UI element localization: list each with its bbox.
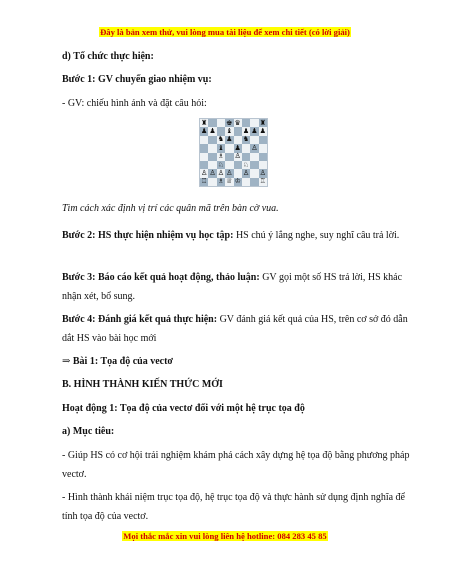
chess-square xyxy=(217,119,225,127)
chess-square xyxy=(208,153,216,161)
step2-label: Bước 2: HS thực hiện nhiệm vụ học tập: xyxy=(62,230,234,241)
chess-square: ♙ xyxy=(234,152,241,161)
hotline-banner xyxy=(0,531,450,541)
chess-square: ♖ xyxy=(201,177,208,186)
chessboard-image xyxy=(199,118,268,187)
step2-text: HS chú ý lắng nghe, suy nghĩ câu trả lời. xyxy=(233,230,400,241)
chess-square: ♖ xyxy=(259,177,266,186)
step3-paragraph xyxy=(62,268,414,306)
section-a-heading: a) Mục tiêu: xyxy=(62,426,115,437)
chess-square xyxy=(234,161,242,169)
implies-arrow-icon: ⇒ xyxy=(62,356,71,367)
goal2-text: - Hình thành khái niệm trục tọa độ, hệ trục tọa độ và thực hành sử dụng định nghĩa để tính tọa độ của vectơ. xyxy=(62,492,405,522)
chess-square xyxy=(200,144,208,152)
chess-square xyxy=(208,161,216,169)
step1-detail: - GV: chiếu hình ảnh và đặt câu hỏi: xyxy=(62,98,207,109)
chess-square xyxy=(242,178,250,186)
chess-square: ♙ xyxy=(226,168,233,177)
chess-square: ♙ xyxy=(217,168,225,177)
chess-square: ♙ xyxy=(242,168,250,177)
chess-square: ♘ xyxy=(242,160,250,169)
chess-square: ♟ xyxy=(259,127,266,136)
chess-square: ♟ xyxy=(209,127,216,136)
chess-square: ♟ xyxy=(251,127,258,136)
chess-square xyxy=(242,144,250,152)
chess-square: ♝ xyxy=(217,143,225,152)
chess-square: ♛ xyxy=(234,118,241,127)
chess-square xyxy=(208,178,216,186)
preview-banner-text: Đây là bản xem thử, vui lòng mua tài liệu để xem chi tiết (có lời giải) xyxy=(100,27,350,37)
chess-square xyxy=(259,144,267,152)
chess-square: ♗ xyxy=(217,177,225,186)
hotline-banner-text: Mọi thắc mắc xin vui lòng liên hệ hotline: 084 283 45 85 xyxy=(123,531,327,541)
lesson-line xyxy=(62,352,414,371)
chess-square: ♙ xyxy=(259,168,266,177)
step4-text: GV đánh giá kết quả của HS, trên cơ sở đó dẫn dắt HS vào bài học mới xyxy=(62,314,408,344)
chess-square: ♙ xyxy=(251,143,258,152)
chess-square xyxy=(208,144,216,152)
chess-square xyxy=(200,153,208,161)
question-text: Tìm cách xác định vị trí các quân mã trên bàn cờ vua. xyxy=(62,203,279,214)
chess-square xyxy=(234,127,242,135)
preview-banner xyxy=(0,27,450,37)
chess-square xyxy=(225,144,233,152)
step4-paragraph xyxy=(62,310,414,348)
chess-square xyxy=(225,153,233,161)
chess-square: ♟ xyxy=(234,143,241,152)
section-b-heading: B. HÌNH THÀNH KIẾN THỨC MỚI xyxy=(62,379,223,390)
chess-square: ♝ xyxy=(226,127,233,136)
chess-square xyxy=(234,136,242,144)
chess-square xyxy=(200,161,208,169)
chess-square: ♙ xyxy=(209,168,216,177)
chess-square: ♜ xyxy=(259,118,266,127)
chess-square xyxy=(259,153,267,161)
chess-square: ♟ xyxy=(201,127,208,136)
chess-square: ♟ xyxy=(242,127,250,136)
chess-square: ♟ xyxy=(226,135,233,144)
chess-square xyxy=(208,136,216,144)
chess-square xyxy=(259,136,267,144)
chess-square: ♞ xyxy=(242,135,250,144)
chess-square xyxy=(259,161,267,169)
chess-square xyxy=(200,136,208,144)
lesson-title: Bài 1: Tọa độ của vectơ xyxy=(72,356,173,367)
chess-square: ♕ xyxy=(226,177,233,186)
chess-square xyxy=(250,161,258,169)
step4-label: Bước 4: Đánh giá kết quả thực hiện: xyxy=(62,314,218,325)
chess-square: ♜ xyxy=(201,118,208,127)
chess-square xyxy=(250,178,258,186)
step2-paragraph xyxy=(62,226,414,245)
chess-square: ♔ xyxy=(234,177,241,186)
chessboard-grid xyxy=(200,119,267,186)
goal1-text: - Giúp HS có cơ hội trải nghiệm khám phá cách xây dựng hệ tọa độ bằng phương pháp vectơ. xyxy=(62,450,410,480)
chess-square: ♗ xyxy=(217,152,225,161)
step3-label: Bước 3: Báo cáo kết quả hoạt động, thảo luận: xyxy=(62,272,260,283)
step3-text: GV gọi một số HS trả lời, HS khác nhận xét, bổ sung. xyxy=(62,272,403,302)
step1-heading: Bước 1: GV chuyển giao nhiệm vụ: xyxy=(62,74,212,85)
chess-square xyxy=(250,169,258,177)
chess-square xyxy=(242,153,250,161)
chess-square xyxy=(225,161,233,169)
activity1-heading: Hoạt động 1: Tọa độ của vectơ đối với một hệ trục tọa độ xyxy=(62,403,305,414)
chess-square: ♙ xyxy=(201,168,208,177)
chess-square: ♚ xyxy=(226,118,233,127)
chess-square xyxy=(250,136,258,144)
section-d-heading: d) Tổ chức thực hiện: xyxy=(62,51,154,62)
chess-square: ♘ xyxy=(217,160,225,169)
chess-square: ♞ xyxy=(217,135,225,144)
chess-square xyxy=(250,153,258,161)
